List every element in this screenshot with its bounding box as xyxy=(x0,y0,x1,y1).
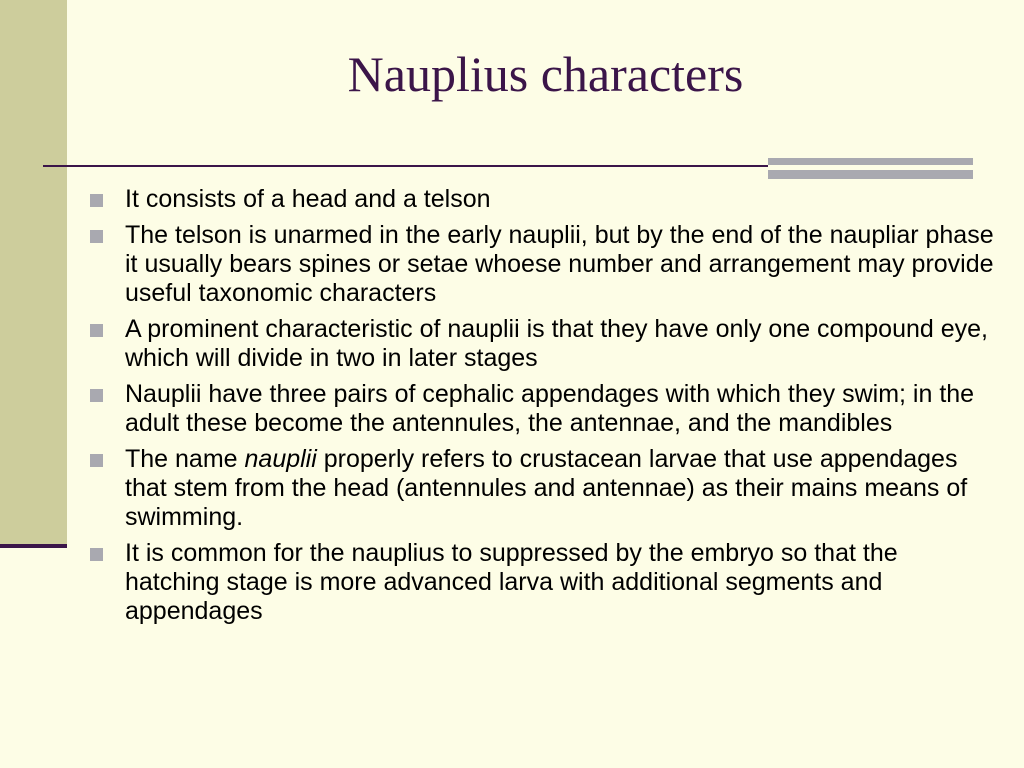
square-bullet-icon xyxy=(90,548,103,561)
left-band-underline xyxy=(0,544,67,548)
square-bullet-icon xyxy=(90,194,103,207)
bullet-item xyxy=(88,539,998,626)
bullet-text: It consists of a head and a telson xyxy=(125,185,491,213)
bullet-text-end: properly refers to crustacean larvae that use appendages that stem from the head (antennules and antennae) as their mains means of swimming. xyxy=(125,445,968,531)
bullet-item xyxy=(88,315,998,373)
square-bullet-icon xyxy=(90,454,103,467)
square-bullet-icon xyxy=(90,324,103,337)
bullet-text-start: The name xyxy=(125,445,245,473)
square-bullet-icon xyxy=(90,230,103,243)
bullet-item xyxy=(88,445,998,532)
square-bullet-icon xyxy=(90,389,103,402)
bullet-text: A prominent characteristic of nauplii is that they have only one compound eye, which will divide in two in later stages xyxy=(125,315,989,372)
bullet-item xyxy=(88,380,998,438)
slide-title: Nauplius characters xyxy=(347,46,744,102)
bullet-item xyxy=(88,185,998,214)
bullet-item xyxy=(88,221,998,308)
bullet-text: The telson is unarmed in the early nauplii, but by the end of the naupliar phase it usually bears spines or setae whoese number and arrangement may provide useful taxonomic characters xyxy=(125,221,994,307)
left-decorative-band xyxy=(0,0,67,546)
bullet-text: Nauplii have three pairs of cephalic appendages with which they swim; in the adult these become the antennules, the antennae, and the mandibles xyxy=(125,380,975,437)
emphasized-term: nauplii xyxy=(244,445,317,473)
accent-bar-bottom xyxy=(768,170,973,179)
accent-bar-top xyxy=(768,158,973,165)
bullet-text: It is common for the nauplius to suppressed by the embryo so that the hatching stage is more advanced larva with additional segments and appendages xyxy=(125,539,898,625)
title-divider xyxy=(43,165,783,167)
bullet-list xyxy=(88,185,998,633)
